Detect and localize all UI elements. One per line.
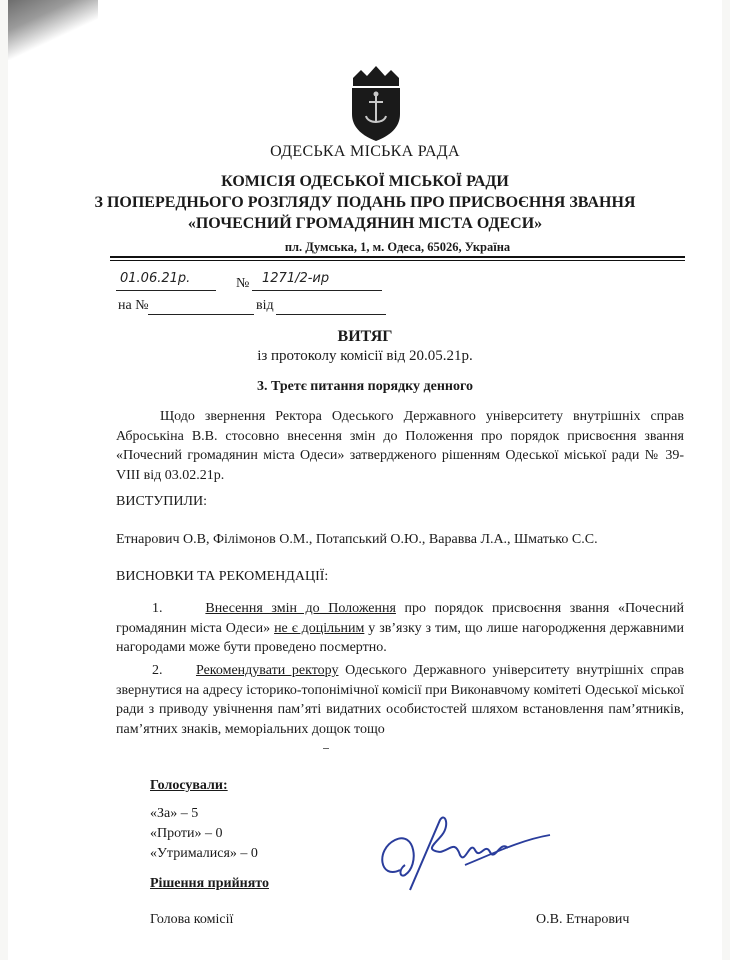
vote-for: «За» – 5 [150, 806, 199, 821]
council-name: ОДЕСЬКА МІСЬКА РАДА [270, 143, 460, 160]
signature [370, 810, 560, 910]
commission-title-line2: З ПОПЕРЕДНЬОГО РОЗГЛЯДУ ПОДАНЬ ПРО ПРИСВОЄННЯ ЗВАННЯ [94, 194, 636, 211]
handwritten-number: 1271/2-ир [262, 271, 330, 286]
number-underline [252, 290, 382, 291]
conclusion-point-1: 1. Внесення змін до Положення про порядок присвоєння звання «Почесний громадянин міста Одеси» не є доцільним у зв’язку з тим, що лише нагородження державними нагородами може бути проведено посмертно. [116, 601, 685, 655]
conclusion-point-2: 2. Рекомендувати ректору Одеського Державного університету внутрішніх справ звернутися на адресу історико-топонімічної комісії при Виконавчому комітеті Одеської міської ради з приводу увічнення пам’яті видатних особистостей шляхом встановлення пам’ятників, пам’ятних знаків, меморіальних дощок тощо [116, 663, 685, 737]
decision-text: Рішення прийнято [150, 876, 269, 891]
scan-corner-shadow [8, 0, 98, 60]
document-title: ВИТЯГ [337, 328, 393, 345]
date-underline [116, 290, 216, 291]
speakers-list: Етнарович О.В, Філімонов О.М., Потапський О.Ю., Варавва Л.А., Шматько С.С. [116, 532, 598, 547]
odesa-coat-of-arms-icon [347, 64, 405, 142]
header-rule-thin [110, 260, 685, 261]
chair-name: О.В. Етнарович [536, 912, 630, 927]
handwritten-date: 01.06.21р. [120, 271, 191, 286]
number-label: № [236, 276, 250, 291]
agenda-item: 3. Третє питання порядку денного [257, 379, 473, 394]
stray-mark [323, 748, 329, 749]
reference-label: на № [118, 298, 149, 313]
commission-title-line3: «ПОЧЕСНИЙ ГРОМАДЯНИН МІСТА ОДЕСИ» [187, 215, 543, 232]
intro-paragraph: Щодо звернення Ректора Одеського Державного університету внутрішніх справ Аброськіна В.В. стосовно внесення змін до Положення про порядок присвоєння звання «Почесний громадянин міста Одеси» затвердженого рішенням Одеської міської ради № 39-VIII від 03.02.21р. [116, 409, 684, 483]
vote-abstained: «Утрималися» – 0 [150, 846, 258, 861]
from-underline [276, 314, 386, 315]
conclusions-heading: ВИСНОВКИ ТА РЕКОМЕНДАЦІЇ: [116, 569, 329, 584]
address: пл. Думська, 1, м. Одеса, 65026, Україна [284, 240, 511, 254]
speakers-heading: ВИСТУПИЛИ: [116, 494, 207, 509]
vote-against: «Проти» – 0 [150, 826, 223, 841]
voting-heading: Голосували: [150, 778, 228, 793]
reference-underline [148, 314, 254, 315]
commission-title-line1: КОМІСІЯ ОДЕСЬКОЇ МІСЬКОЇ РАДИ [221, 173, 509, 190]
chair-title: Голова комісії [150, 912, 234, 927]
document-subtitle: із протоколу комісії від 20.05.21р. [257, 348, 473, 364]
header-rule [110, 256, 685, 258]
from-label: від [256, 298, 274, 313]
